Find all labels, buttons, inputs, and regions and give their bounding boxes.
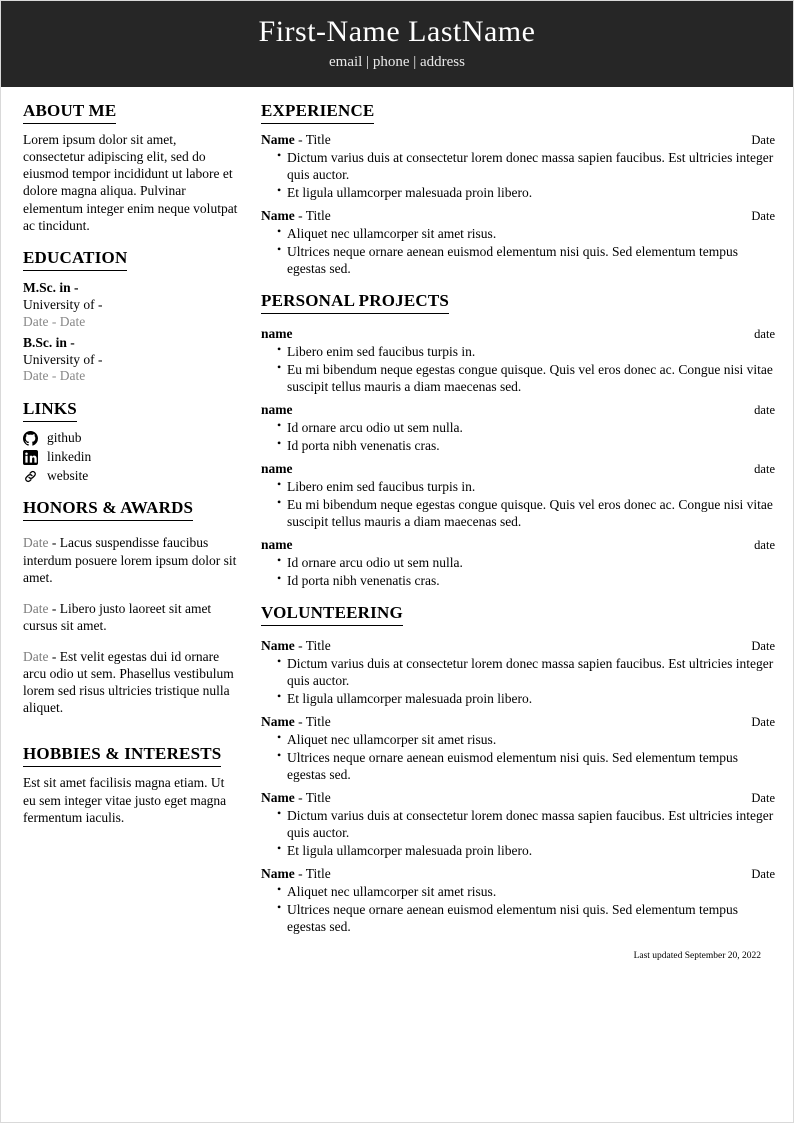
bullet-item: • Id porta nibh venenatis cras. [277,437,775,454]
section-heading-about-me: ABOUT ME [23,101,116,124]
honor-date: Date [23,600,49,616]
bullet-item: • Et ligula ullamcorper malesuada proin libero. [277,842,775,859]
entry-title [261,208,331,224]
honor-date: Date [23,648,49,664]
link-label-linkedin: linkedin [47,449,92,465]
section-heading-links: LINKS [23,399,77,422]
honor-text: - Est velit egestas dui id ornare arcu odio ut sem. Phasellus vestibulum lorem sed risus ultricies tristique nulla aliquet. [23,648,234,716]
page-title: First-Name LastName [258,15,536,48]
entry-header [261,461,775,477]
education-degree: B.Sc. in - [23,334,75,350]
bullet-item: • Dictum varius duis at consectetur lorem donec massa sapien faucibus. Est ultricies integer quis auctor. [277,149,775,183]
volunteering-entry [261,866,775,935]
header-banner [1,1,793,87]
entry-bullets [261,149,775,201]
experience-entry [261,132,775,201]
entry-title [261,790,331,806]
link-icon [23,469,43,484]
bullet-item: • Id porta nibh venenatis cras. [277,572,775,589]
entry-bullets [261,731,775,783]
entry-header [261,402,775,418]
entry-date: Date [751,638,775,653]
entry-name: Name [261,865,295,881]
entry-bullets [261,807,775,859]
bullet-item: • Aliquet nec ullamcorper sit amet risus. [277,883,775,900]
entry-role: Title [305,789,331,805]
project-name: name [261,325,293,341]
bullet-item: • Et ligula ullamcorper malesuada proin libero. [277,184,775,201]
right-column [255,101,775,961]
section-heading-education: EDUCATION [23,248,127,271]
contact-line: email | phone | address [329,53,465,70]
honor-item [23,600,239,635]
education-entry [23,280,239,331]
entry-bullets [261,883,775,935]
entry-date: Date [751,790,775,805]
project-name: name [261,460,293,476]
project-entry [261,402,775,454]
entry-header [261,790,775,806]
honor-text: - Lacus suspendisse faucibus interdum posuere lorem ipsum dolor sit amet. [23,535,237,585]
section-heading-volunteering: VOLUNTEERING [261,603,403,626]
project-date: date [754,326,775,341]
entry-header [261,537,775,553]
entry-header [261,866,775,882]
experience-entry [261,208,775,277]
project-entry [261,537,775,589]
entry-date: Date [751,208,775,223]
education-degree: M.Sc. in - [23,280,79,296]
bullet-item: • Dictum varius duis at consectetur lorem donec massa sapien faucibus. Est ultricies integer quis auctor. [277,655,775,689]
entry-bullets [261,419,775,454]
entry-date: Date [751,866,775,881]
entry-separator: - [294,637,306,653]
honor-item [23,648,239,717]
entry-name: Name [261,131,295,147]
education-entry [23,335,239,386]
link-label-github: github [47,430,82,446]
entry-title [261,132,331,148]
entry-header [261,714,775,730]
project-date: date [754,402,775,417]
entry-role: Title [305,713,331,729]
project-entry [261,461,775,530]
bullet-item: • Ultrices neque ornare aenean euismod elementum nisi quis. Sed elementum tempus egestas sed. [277,901,775,935]
entry-separator: - [294,131,306,147]
entry-header [261,638,775,654]
honor-text: - Libero justo laoreet sit amet cursus sit amet. [23,600,212,633]
section-heading-personal-projects: PERSONAL PROJECTS [261,291,449,314]
entry-title [261,714,331,730]
bullet-item: • Eu mi bibendum neque egestas congue quisque. Quis vel eros donec ac. Congue nisi vitae suscipit tellus mauris a diam maecenas sed. [277,496,775,530]
last-updated-text: Last updated September 20, 2022 [633,950,761,961]
project-entry [261,326,775,395]
entry-bullets [261,225,775,277]
link-item-website[interactable] [23,468,239,484]
entry-date: Date [751,132,775,147]
entry-separator: - [294,207,306,223]
entry-bullets [261,343,775,395]
entry-header [261,208,775,224]
github-icon [23,431,43,446]
hobbies-text: Est sit amet facilisis magna etiam. Ut eu sem integer vitae justo eget magna fermentum iaculis. [23,775,227,825]
entry-role: Title [305,207,331,223]
bullet-item: • Libero enim sed faucibus turpis in. [277,343,775,360]
project-name: name [261,536,293,552]
entry-role: Title [305,637,331,653]
linkedin-icon [23,450,43,465]
link-item-github[interactable] [23,430,239,446]
education-dates: Date - Date [23,368,86,384]
entry-bullets [261,554,775,589]
section-heading-honors-awards: HONORS & AWARDS [23,498,193,521]
section-heading-hobbies-interests: HOBBIES & INTERESTS [23,744,221,767]
about-me-text: Lorem ipsum dolor sit amet, consectetur adipiscing elit, sed do eiusmod tempor incididunt ut labore et dolore magna aliqua. Pulvinar elementum integer enim neque volutpat ac tincidunt. [23,131,238,233]
bullet-item: • Id ornare arcu odio ut sem nulla. [277,554,775,571]
honor-date: Date [23,535,49,551]
entry-name: Name [261,207,295,223]
entry-date: Date [751,714,775,729]
entry-title [261,866,331,882]
section-heading-experience: EXPERIENCE [261,101,374,124]
body-columns [1,87,793,961]
volunteering-entry [261,714,775,783]
bullet-item: • Aliquet nec ullamcorper sit amet risus. [277,225,775,242]
bullet-item: • Eu mi bibendum neque egestas congue quisque. Quis vel eros donec ac. Congue nisi vitae suscipit tellus mauris a diam maecenas sed. [277,361,775,395]
project-name: name [261,401,293,417]
entry-name: Name [261,789,295,805]
bullet-item: • Aliquet nec ullamcorper sit amet risus. [277,731,775,748]
bullet-item: • Libero enim sed faucibus turpis in. [277,478,775,495]
entry-name: Name [261,637,295,653]
education-school: University of - [23,351,103,367]
entry-bullets [261,655,775,707]
bullet-item: • Ultrices neque ornare aenean euismod elementum nisi quis. Sed elementum tempus egestas sed. [277,749,775,783]
link-label-website: website [47,468,89,484]
entry-separator: - [294,789,306,805]
honor-item [23,534,239,586]
project-date: date [754,537,775,552]
bullet-item: • Dictum varius duis at consectetur lorem donec massa sapien faucibus. Est ultricies integer quis auctor. [277,807,775,841]
link-item-linkedin[interactable] [23,449,239,465]
education-dates: Date - Date [23,313,86,329]
bullet-item: • Et ligula ullamcorper malesuada proin libero. [277,690,775,707]
bullet-item: • Id ornare arcu odio ut sem nulla. [277,419,775,436]
left-column [23,101,255,961]
entry-name: Name [261,713,295,729]
project-date: date [754,461,775,476]
entry-header [261,132,775,148]
entry-header [261,326,775,342]
entry-separator: - [294,865,306,881]
volunteering-entry [261,638,775,707]
bullet-item: • Ultrices neque ornare aenean euismod elementum nisi quis. Sed elementum tempus egestas sed. [277,243,775,277]
entry-role: Title [305,865,331,881]
volunteering-entry [261,790,775,859]
entry-role: Title [305,131,331,147]
entry-bullets [261,478,775,530]
entry-title [261,638,331,654]
education-school: University of - [23,296,103,312]
entry-separator: - [294,713,306,729]
